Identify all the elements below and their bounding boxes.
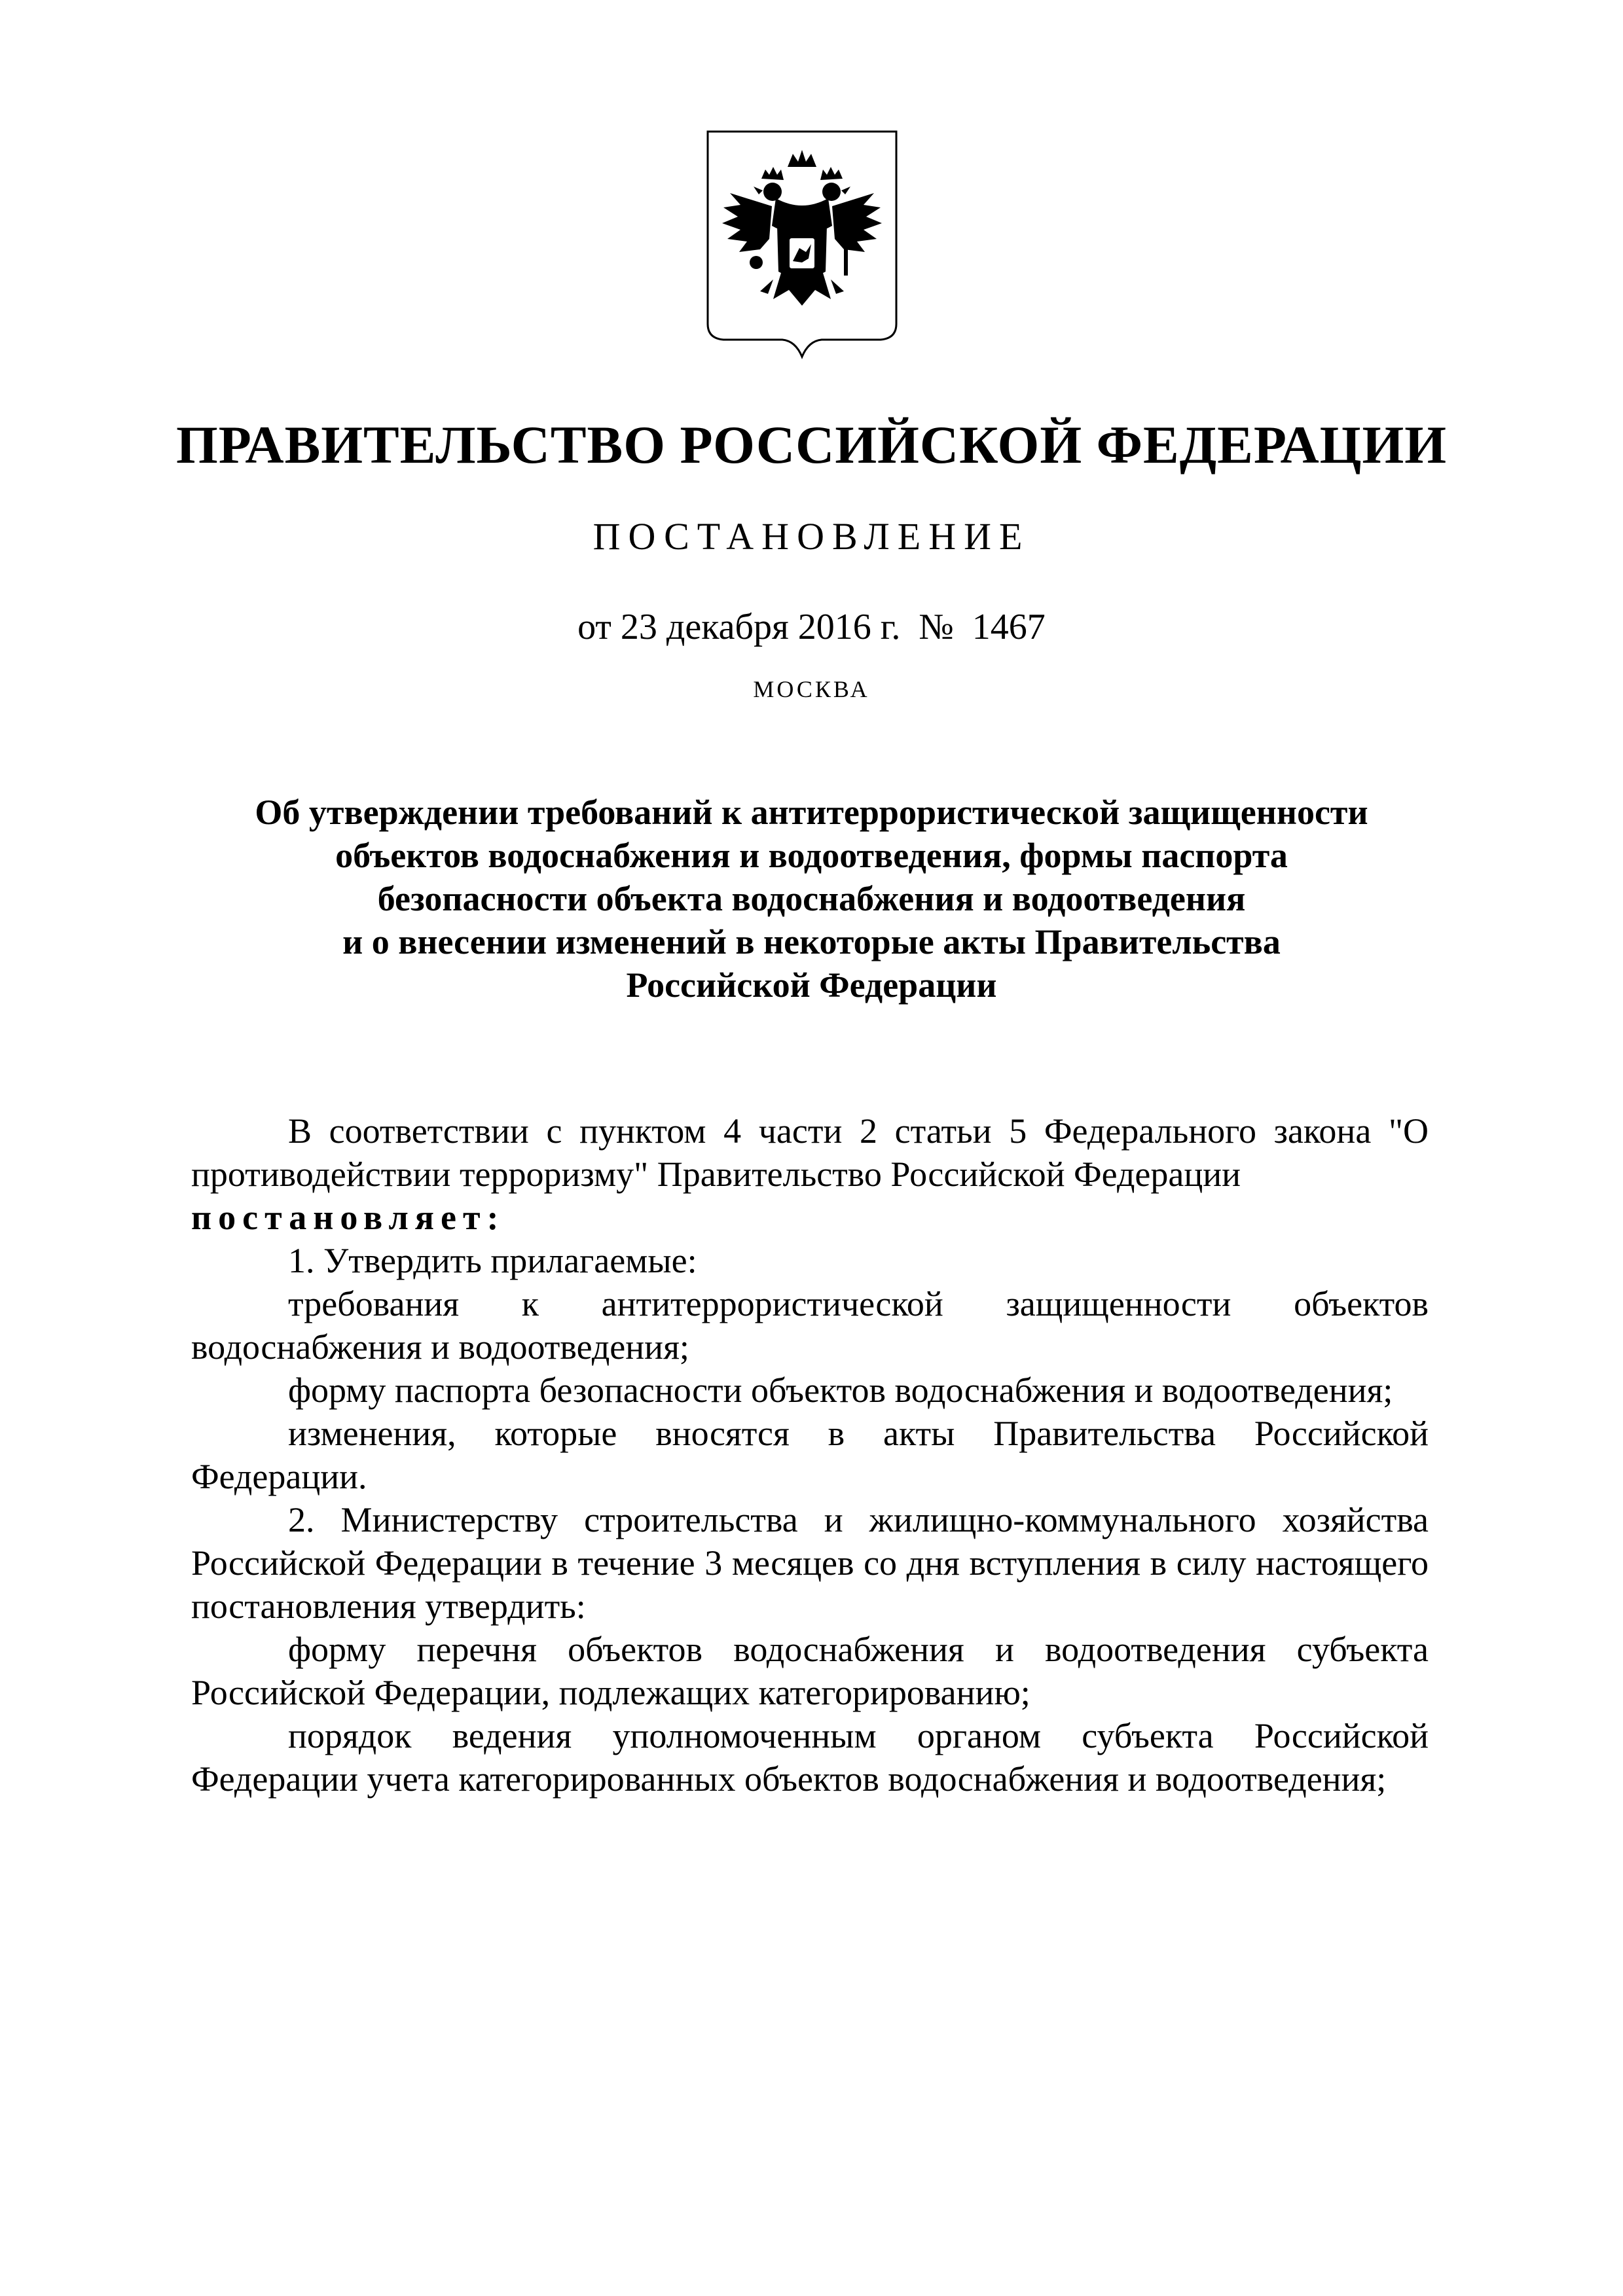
intro-paragraph: В соответствии с пунктом 4 части 2 статьи 5 Федерального закона "О противодействии терроризму" Правительство Российской Федерации (191, 1111, 1429, 1194)
item-1-c: изменения, которые вносятся в акты Правительства Российской Федерации. (191, 1414, 1429, 1496)
subject-line: Российской Федерации (626, 965, 997, 1005)
coat-of-arms-icon (704, 128, 900, 362)
date-and-number: от 23 декабря 2016 г. № 1467 (577, 607, 1046, 647)
subject-line: Об утверждении требований к антитеррористической защищенности (255, 793, 1368, 832)
document-subject (183, 791, 1440, 1007)
resolves-word: постановляет: (191, 1198, 505, 1237)
resolves-line (191, 1196, 1429, 1239)
item-1: 1. Утвердить прилагаемые: (288, 1241, 697, 1280)
document-type: ПОСТАНОВЛЕНИЕ (593, 515, 1030, 558)
item-2-a: форму перечня объектов водоснабжения и водоотведения субъекта Российской Федерации, подлежащих категорированию; (191, 1630, 1429, 1712)
item-1-a: требования к антитеррористической защищенности объектов водоснабжения и водоотведения; (191, 1284, 1429, 1367)
city: МОСКВА (753, 676, 870, 702)
item-1-b: форму паспорта безопасности объектов водоснабжения и водоотведения; (288, 1371, 1393, 1410)
subject-line: безопасности объекта водоснабжения и водоотведения (377, 879, 1246, 918)
subject-line: объектов водоснабжения и водоотведения, формы паспорта (335, 836, 1288, 875)
document-body (191, 1109, 1429, 1801)
government-title: ПРАВИТЕЛЬСТВО РОССИЙСКОЙ ФЕДЕРАЦИИ (175, 415, 1448, 475)
subject-line: и о внесении изменений в некоторые акты Правительства (342, 922, 1281, 961)
item-2-b: порядок ведения уполномоченным органом субъекта Российской Федерации учета категорированных объектов водоснабжения и водоотведения; (191, 1716, 1429, 1799)
item-2: 2. Министерству строительства и жилищно-коммунального хозяйства Российской Федерации в течение 3 месяцев со дня вступления в силу настоящего постановления утвердить: (191, 1500, 1429, 1626)
